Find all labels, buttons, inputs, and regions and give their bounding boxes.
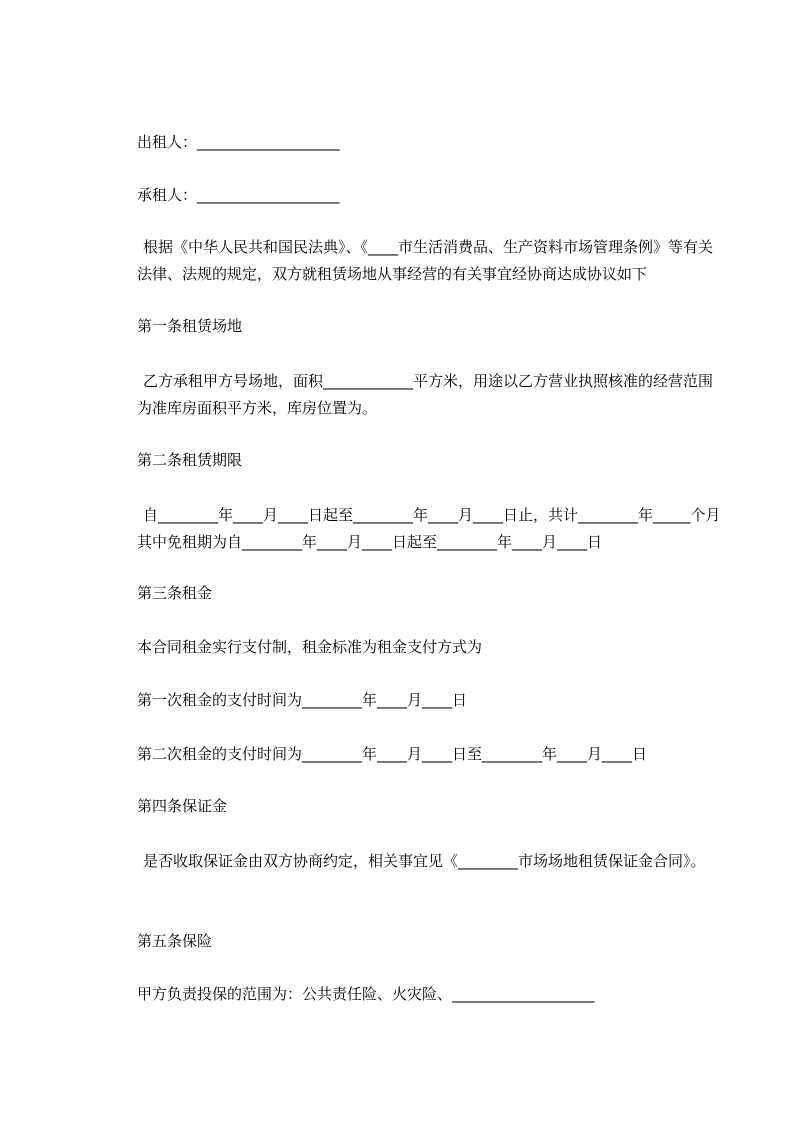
article-3-body: 本合同租金实行支付制，租金标准为租金支付方式为 [137,638,483,656]
article-3-second-payment: 第二次租金的支付时间为________年____月____日至________年____月____日 [137,745,648,763]
article-5-body: 甲方负责投保的范围为：公共责任险、火灾险、___________________ [137,985,595,1003]
article-4-body: 是否收取保证金由双方协商约定，相关事宜见《________市场场地租赁保证金合同》。 [143,852,706,870]
lessee-line: 承租人：___________________ [137,186,340,204]
lessor-line: 出租人：___________________ [137,133,340,151]
article-5-title: 第五条保险 [137,932,213,950]
article-3-title: 第三条租金 [137,584,213,602]
article-3-first-payment: 第一次租金的支付时间为________年____月____日 [137,691,468,709]
article-2-body: 自________年____月____日起至________年____月____日止，共计________年_____个月其中免租期为自________年____月____日起至________年____月____日 [137,506,721,551]
article-2-title: 第二条租赁期限 [137,451,243,469]
article-1-body: 乙方承租甲方号场地，面积____________平方米，用途以乙方营业执照核准的经营范围为准库房面积平方米，库房位置为。 [137,372,714,417]
article-4-title: 第四条保证金 [137,797,228,815]
preamble-paragraph: 根据《中华人民共和国民法典》、《____市生活消费品、生产资料市场管理条例》等有关法律、法规的规定，双方就租赁场地从事经营的有关事宜经协商达成协议如下 [137,238,714,283]
article-1-title: 第一条租赁场地 [137,317,243,335]
